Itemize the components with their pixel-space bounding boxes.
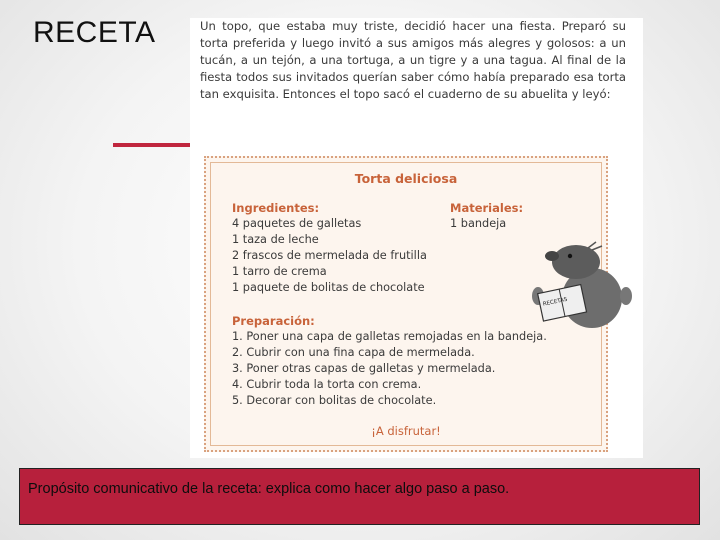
slide-title: RECETA xyxy=(33,16,156,49)
preparation-step: 3. Poner otras capas de galletas y mermelada. xyxy=(232,362,496,375)
ingredient-item: 1 taza de leche xyxy=(232,233,319,246)
ingredient-item: 2 frascos de mermelada de frutilla xyxy=(232,249,427,262)
preparation-step: 5. Decorar con bolitas de chocolate. xyxy=(232,394,437,407)
recipe-title: Torta deliciosa xyxy=(354,171,458,186)
preparation-step: 2. Cubrir con una fina capa de mermelada. xyxy=(232,346,475,359)
preparation-heading: Preparación: xyxy=(232,314,315,328)
story-paragraph: Un topo, que estaba muy triste, decidió hacer una fiesta. Preparó su torta preferida y luego invitó a sus amigos más alegres y golosos: a un tucán, a un tejón, a una tortuga, a un tigre y a una tagua. Al final de la fiesta todos sus invitados querían saber cómo había preparado esa torta tan exquisita. Entonces el topo sacó el cuaderno de su abuelita y leyó: xyxy=(200,19,626,101)
notebook-label: RECETAS xyxy=(542,296,568,308)
preparation-steps xyxy=(232,329,547,409)
ingredient-item: 1 tarro de crema xyxy=(232,265,327,278)
purpose-bar xyxy=(19,468,700,525)
material-item: 1 bandeja xyxy=(450,217,507,230)
preparation-step: 4. Cubrir toda la torta con crema. xyxy=(232,378,422,391)
mole-illustration xyxy=(526,238,634,330)
ingredient-item: 4 paquetes de galletas xyxy=(232,217,362,230)
purpose-text: Propósito comunicativo de la receta: explica como hacer algo paso a paso. xyxy=(28,481,510,497)
recipe-picture xyxy=(190,18,643,458)
materials-heading: Materiales: xyxy=(450,201,524,215)
materials-list xyxy=(450,216,506,232)
recipe-closing: ¡A disfrutar! xyxy=(371,424,441,438)
preparation-step: 1. Poner una capa de galletas remojadas en la bandeja. xyxy=(232,330,547,343)
ingredients-list xyxy=(232,216,427,296)
title-accent-line xyxy=(113,143,193,147)
ingredients-heading: Ingredientes: xyxy=(232,201,320,215)
ingredient-item: 1 paquete de bolitas de chocolate xyxy=(232,281,425,294)
